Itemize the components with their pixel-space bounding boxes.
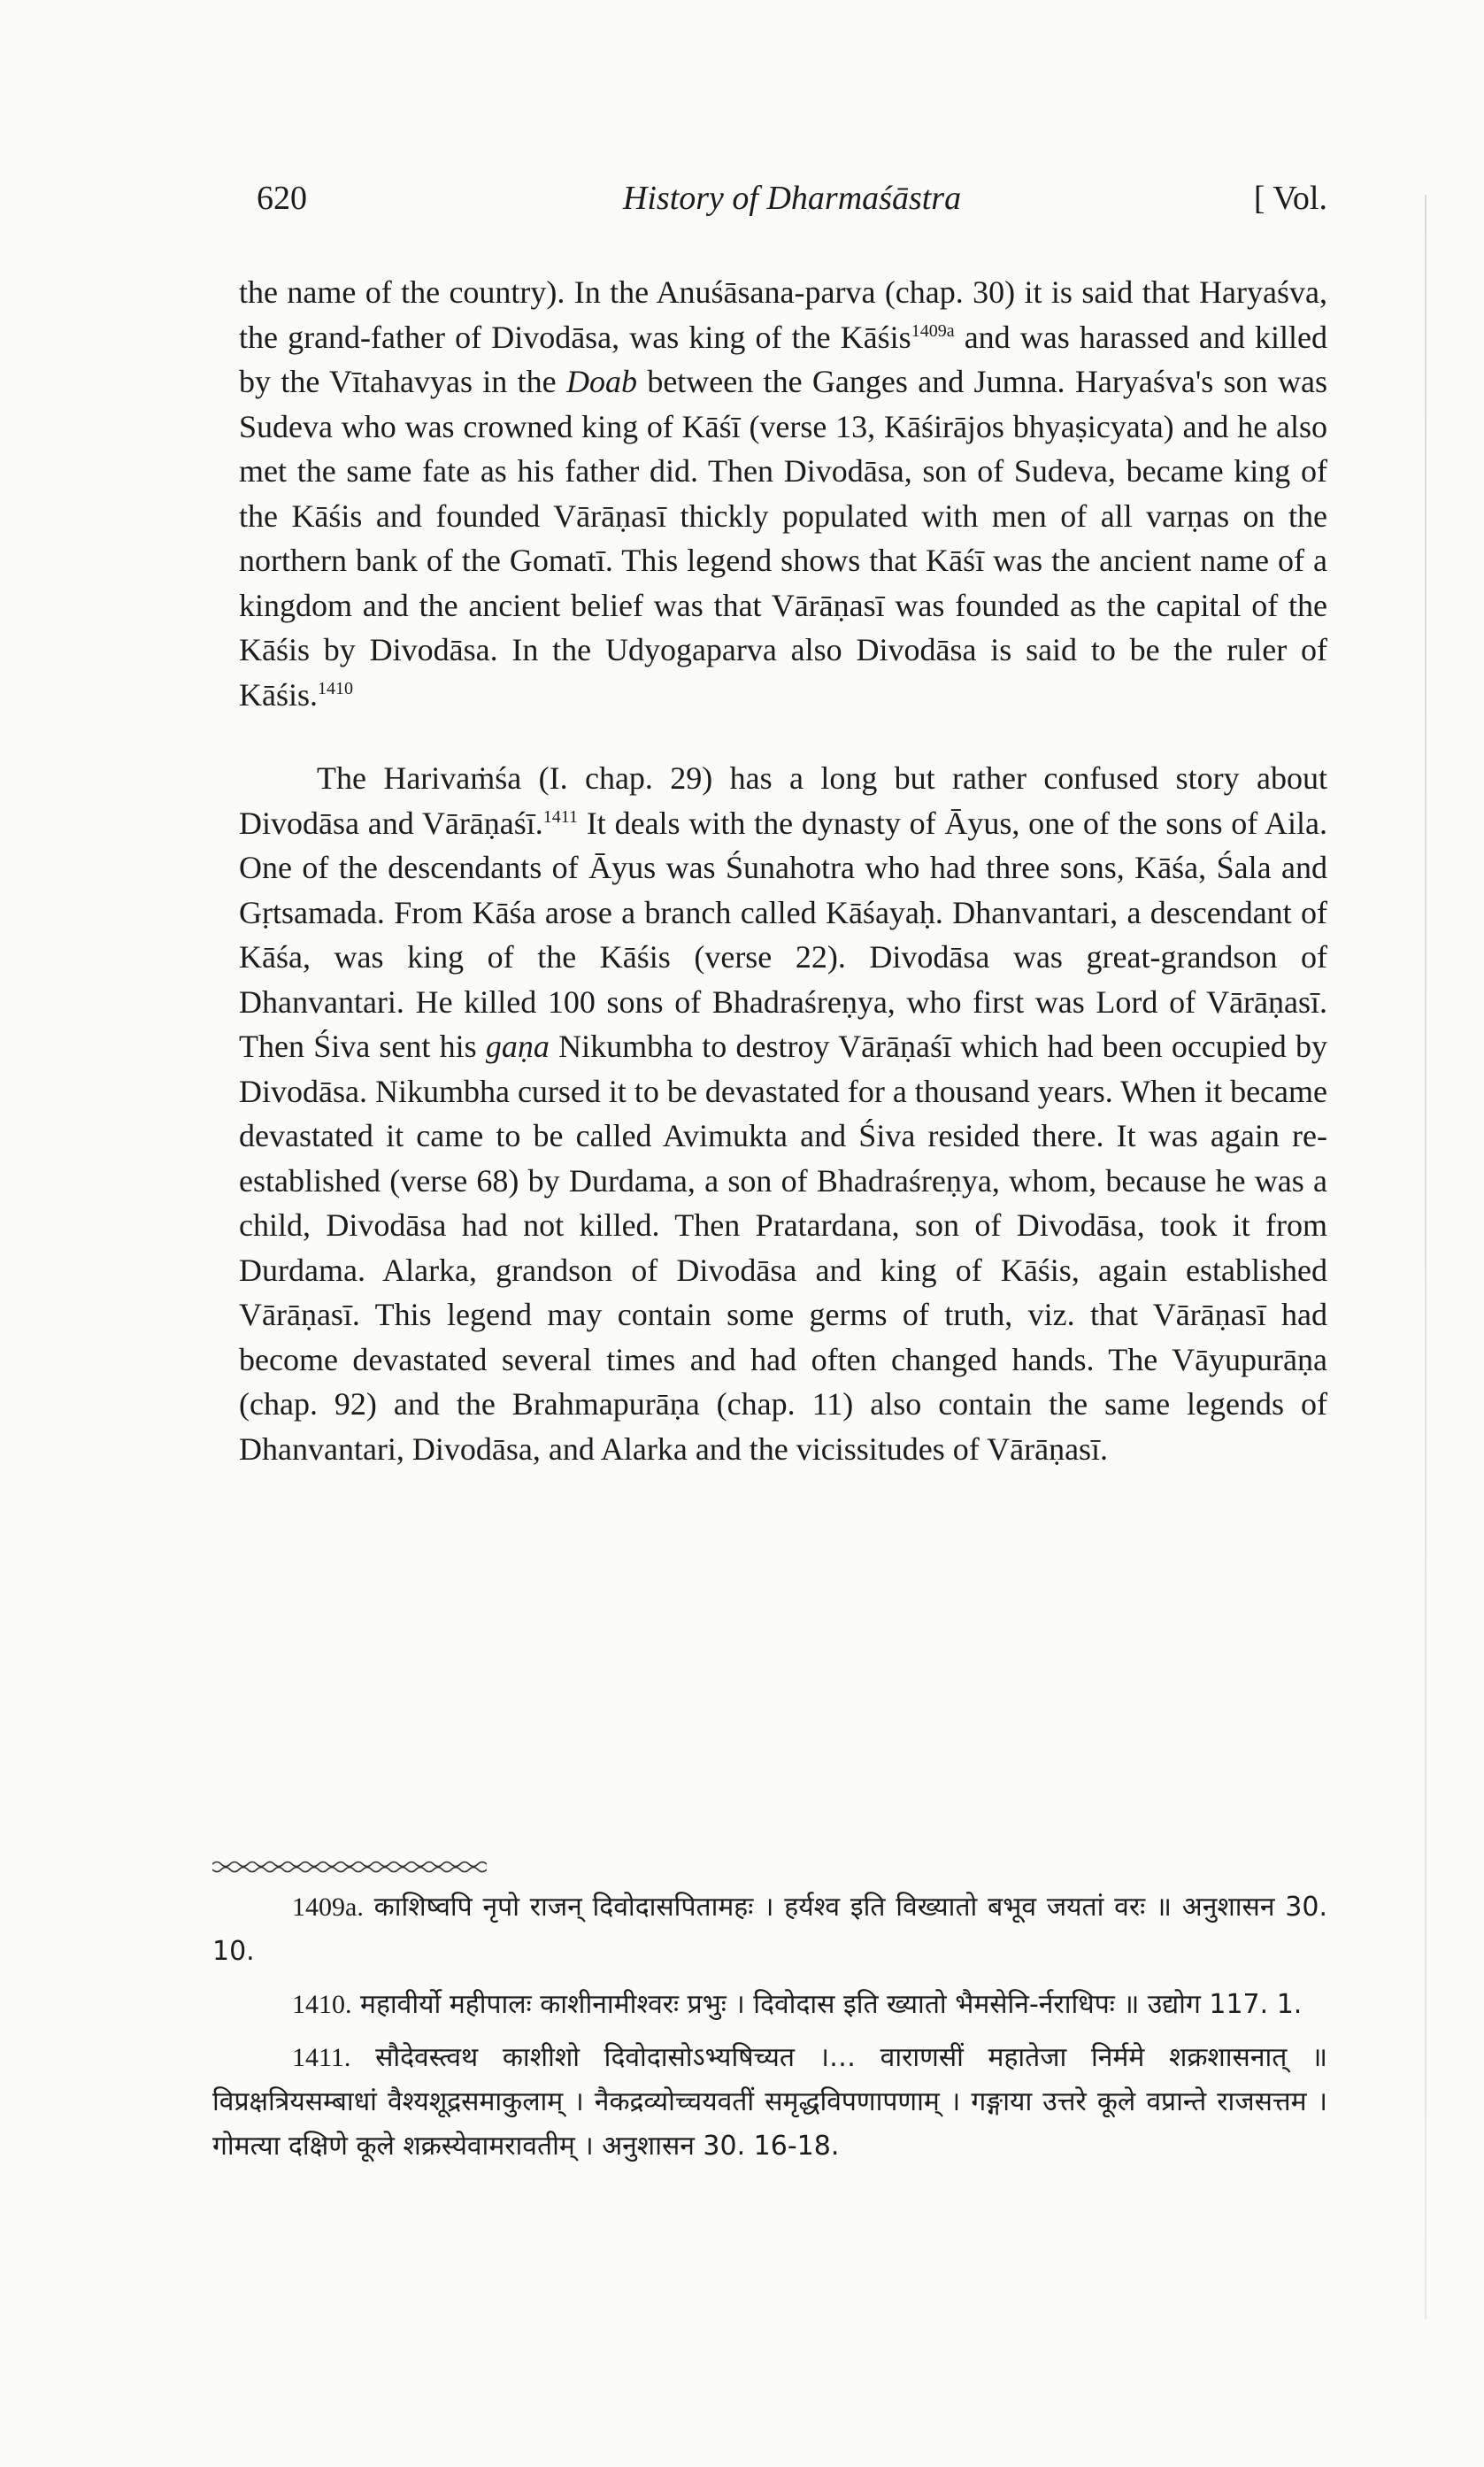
footnote-1409a: 1409a. काशिष्वपि नृपो राजन् दिवोदासपितामहः । हर्यश्व इति विख्यातो बभूव जयतां वरः ॥ अनुशासन 30. 10. <box>212 1892 1327 1967</box>
paragraph-2: The Harivaṁśa (I. chap. 29) has a long but rather confused story about Divodāsa and Vārāṇaśī.$^{1411}$ It deals with the dynasty of Āyus, one of the sons of Aila. One of the descendants of Āyus was Śunahotra who had three sons, Kāśa, Śala and Gṛtsamada. From Kāśa arose a branch called Kāśayaḥ. Dhanvantari, a descendant of Kāśa, was king of the Kāśis (verse 22). Divodāsa was great-grandson of Dhanvantari. He killed 100 sons of Bhadraśreṇya, who first was Lord of Vārāṇasī. Then Śiva sent his gaṇa Nikumbha to destroy Vārāṇaśī which had been occupied by Divodāsa. Nikumbha cursed it to be devastated for a thousand years. When it became devastated it came to be called Avimukta and Śiva resided there. It was again re-established (verse 68) by Durdama, a son of Bhadraśreṇya, whom, because he was a child, Divodāsa had not killed. Then Pratardana, son of Divodāsa, took it from Durdama. Alarka, grandson of Divodāsa and king of Kāśis, again established Vārāṇasī. This legend may contain some germs of truth, viz. that Vārāṇasī had become devastated several times and had often changed hands. The Vāyupurāṇa (chap. 92) and the Brahmapurāṇa (chap. 11) also contain the same legends of Dhanvantari, Divodāsa, and Alarka and the vicissitudes of Vārāṇasī. <box>239 760 1327 1467</box>
footnote-ref-1410[interactable]: 1410 <box>318 678 353 698</box>
footnote-1411: 1411. सौदेवस्त्वथ काशीशो दिवोदासोऽभ्यषिच्यत ।… वाराणसीं महातेजा निर्ममे शक्रशासनात् ॥ विप्रक्षत्रियसम्बाधां वैश्यशूद्रसमाकुलाम् । नैकद्रव्योच्चयवतीं समृद्धविपणापणाम् । गङ्गाया उत्तरे कूले वप्रान्ते राजसत्तम । गोमत्या दक्षिणे कूले शक्रस्येवामरावतीम् । अनुशासन 30. 16-18. <box>212 2042 1327 2162</box>
page-edge-line <box>1425 195 1426 2319</box>
running-title: History of Dharmaśāstra <box>622 180 962 217</box>
body-text <box>239 270 1327 1471</box>
volume-marker: [ Vol. <box>1253 180 1327 217</box>
term-doab: Doab <box>565 364 637 399</box>
footnote-1410: 1410. महावीर्यो महीपालः काशीनामीश्वरः प्रभुः । दिवोदास इति ख्यातो भैमसेनि-र्नराधिपः ॥ उद्योग 117. 1. <box>292 1989 1303 2020</box>
term-gana: gaṇa <box>485 1029 550 1064</box>
running-header <box>257 179 1327 232</box>
footnote-ref-1411[interactable]: 1411 <box>542 806 579 827</box>
footnotes <box>212 1885 1327 2178</box>
paragraph-1: the name of the country). In the Anuśāsana-parva (chap. 30) it is said that Haryaśva, the grand-father of Divodāsa, was king of the Kāśis$^{1409a}$ and was harassed and killed by the Vītahavyas in the Doab between the Ganges and Jumna. Haryaśva's son was Sudeva who was crowned king of Kāśī (verse 13, Kāśirājos bhyaṣicyata) and he also met the same fate as his father did. Then Divodāsa, son of Sudeva, became king of the Kāśis and founded Vārāṇasī thickly populated with men of all varṇas on the northern bank of the Gomatī. This legend shows that Kāśī was the ancient name of a kingdom and the ancient belief was that Vārāṇasī was founded as the capital of the Kāśis by Divodāsa. In the Udyogaparva also Divodāsa is said to be the ruler of Kāśis.$^{1410}$ <box>239 274 1328 713</box>
page-number: 620 <box>257 180 307 217</box>
footnote-ref-1409a[interactable]: 1409a <box>911 320 955 341</box>
footnote-divider <box>212 1859 487 1875</box>
